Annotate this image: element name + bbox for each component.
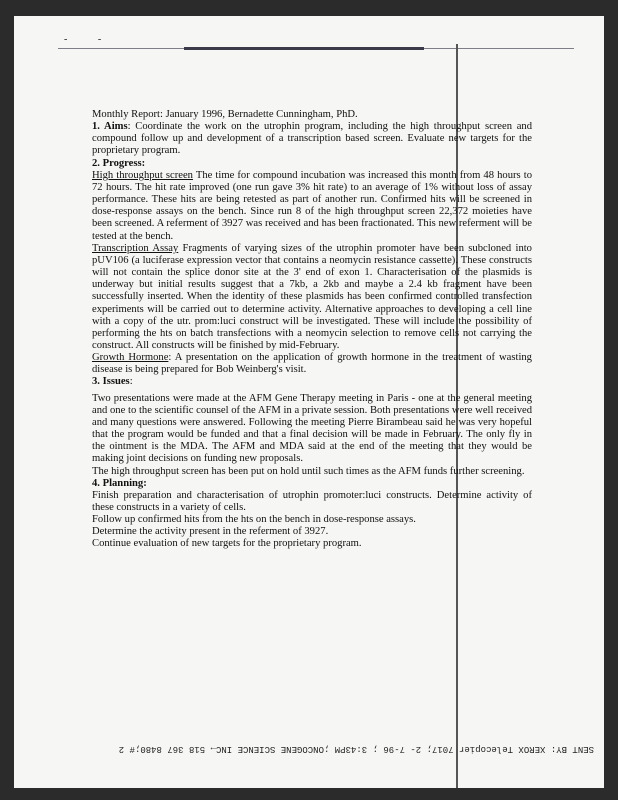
growth-hormone-text: : A presentation on the application of growth hormone in the treatment of wasting disease is being prepared for Bob Weinberg's visit. bbox=[92, 352, 532, 376]
progress-heading: 2. Progress: bbox=[92, 157, 146, 169]
fax-footer: SENT BY: XEROX Telecopier 7017; 2- 7-96 ; 3:43PM ;ONCOGENE SCIENCE INC→ 518 367 8480;# 2 bbox=[118, 744, 594, 754]
hts-paragraph bbox=[92, 170, 532, 243]
report-body bbox=[92, 109, 532, 551]
planning-item-1: Finish preparation and characterisation of utrophin promoter:luci constructs. Determine activity of these constructs in a variety of cells. bbox=[92, 489, 532, 513]
report-header: Monthly Report: January 1996, Bernadette Cunningham, PhD. bbox=[92, 109, 358, 120]
hts-text: The time for compound incubation was increased this month from 48 hours to 72 hours. The hit rate improved (one run gave 3% hit rate) to an average of 1% without loss of assay performance. These hits are being retested as part of another run. Confirmed hits will be screened in dose-response assays on the bench. Since run 8 of the high throughput screen 22,372 moieties have been screened. A referment of 3927 was received and has been fractionated. This new referment will be tested at the bench. bbox=[92, 169, 533, 242]
planning-item-2: Follow up confirmed hits from the hts on the bench in dose-response assays. bbox=[92, 514, 416, 526]
issues-heading: 3. Issues bbox=[92, 376, 130, 388]
scan-marks: - - bbox=[64, 34, 116, 45]
planning-item-3: Determine the activity present in the referment of 3927. bbox=[92, 526, 329, 538]
transcription-paragraph bbox=[92, 243, 532, 352]
aims-section bbox=[92, 121, 532, 157]
transcription-text: Fragments of varying sizes of the utrophin promoter have been subcloned into pUV106 (a luciferase expression vector that contains a neomycin resistance cassette). These constructs will not contain the splice donor site at the 3' end of exon 1. Characterisation of the plasmids is underway but initial results suggest that a 7kb, a 2kb and maybe a 2.4 kb fragment have been successfully inserted. When the identity of these plasmids has been confirmed controlled transfection experiments will be carried out to determine activity. Alternative approaches to developing a cell line with a copy of the utr. prom:luci construct will be investigated. These will include the possibility of performing the hts on batch transfections with a neomycin selection to remove cells not carrying the construct. All constructs will be finished by mid-February. bbox=[92, 242, 532, 351]
growth-hormone-label: Growth Hormone bbox=[92, 352, 169, 364]
issues-colon: : bbox=[129, 376, 133, 388]
issues-paragraph-1: Two presentations were made at the AFM Gene Therapy meeting in Paris - one at the general meeting and one to the scientific counsel of the AFM in a private session. Both presentations were well received and many questions were answered. Following the meeting Pierre Birambeau said he was very hopeful that the program would be funded and that a final decision will be made in February. The only fly in the ointment is the MDA. The AFM and MDA said at the end of the meeting that they would be making joint decisions on funding new proposals. bbox=[92, 392, 532, 465]
issues-heading-line bbox=[92, 376, 532, 388]
aims-text: : Coordinate the work on the utrophin program, including the high throughput screen and compound follow up and development of a transcription based screen. Evaluate new targets for the proprietary program. bbox=[92, 121, 532, 157]
planning-item-4: Continue evaluation of new targets for the proprietary program. bbox=[92, 538, 362, 550]
aims-heading: 1. Aims bbox=[92, 121, 128, 133]
growth-hormone-paragraph bbox=[92, 352, 532, 376]
issues-paragraph-2: The high throughput screen has been put on hold until such times as the AFM funds further screening. bbox=[92, 465, 525, 477]
planning-heading: 4. Planning: bbox=[92, 477, 147, 489]
hts-label: High throughput screen bbox=[92, 169, 193, 181]
transcription-label: Transcription Assay bbox=[92, 242, 179, 254]
fax-top-rule-thick bbox=[184, 47, 424, 50]
document-page bbox=[14, 16, 604, 788]
